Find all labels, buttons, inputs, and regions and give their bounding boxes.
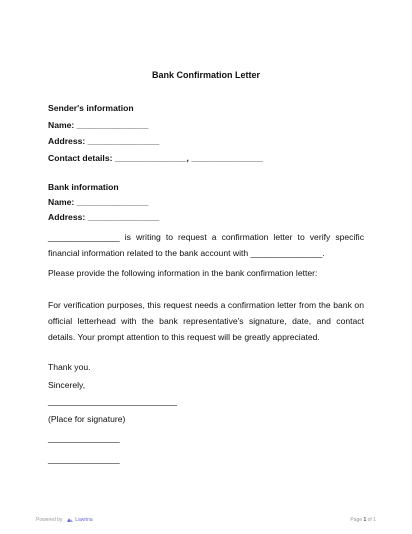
page-prefix: Page bbox=[350, 517, 363, 523]
signature-placeholder: (Place for signature) bbox=[48, 414, 126, 424]
sender-address-field: Address: _______________ bbox=[48, 136, 160, 146]
page-number bbox=[350, 517, 376, 523]
thank-you-text: Thank you. bbox=[48, 362, 91, 372]
powered-by-footer bbox=[36, 517, 93, 523]
bank-heading: Bank information bbox=[48, 182, 119, 192]
document-title: Bank Confirmation Letter bbox=[151, 70, 260, 80]
brand-name[interactable]: Lawrina bbox=[75, 517, 93, 523]
bank-name-field: Name: _______________ bbox=[48, 197, 149, 207]
signature-line: ___________________________ bbox=[48, 396, 178, 406]
sender-name-field: Name: _______________ bbox=[48, 120, 149, 130]
sender-contact-field: Contact details: _______________, _______________ bbox=[48, 153, 264, 163]
request-paragraph: _______________ is writing to request a confirmation letter to verify specific financial information related to the bank account with _______________. bbox=[48, 232, 364, 258]
info-request-paragraph: Please provide the following information in the bank confirmation letter: bbox=[48, 268, 318, 278]
powered-by-text: Powered by bbox=[36, 517, 63, 523]
page-total: of 1 bbox=[367, 517, 376, 523]
bank-address-field: Address: _______________ bbox=[48, 212, 160, 222]
sincerely-text: Sincerely, bbox=[48, 380, 86, 390]
sender-heading: Sender's information bbox=[48, 103, 134, 113]
blank-line-2: _______________ bbox=[48, 454, 120, 464]
page-current: 1 bbox=[363, 517, 367, 523]
verification-paragraph: For verification purposes, this request needs a confirmation letter from the bank on official letterhead with the bank representative's signature, date, and contact details. Your prompt attention to this request will be greatly appreciated. bbox=[48, 300, 364, 342]
brand-logo-icon bbox=[67, 518, 73, 522]
blank-line-1: _______________ bbox=[48, 433, 120, 443]
